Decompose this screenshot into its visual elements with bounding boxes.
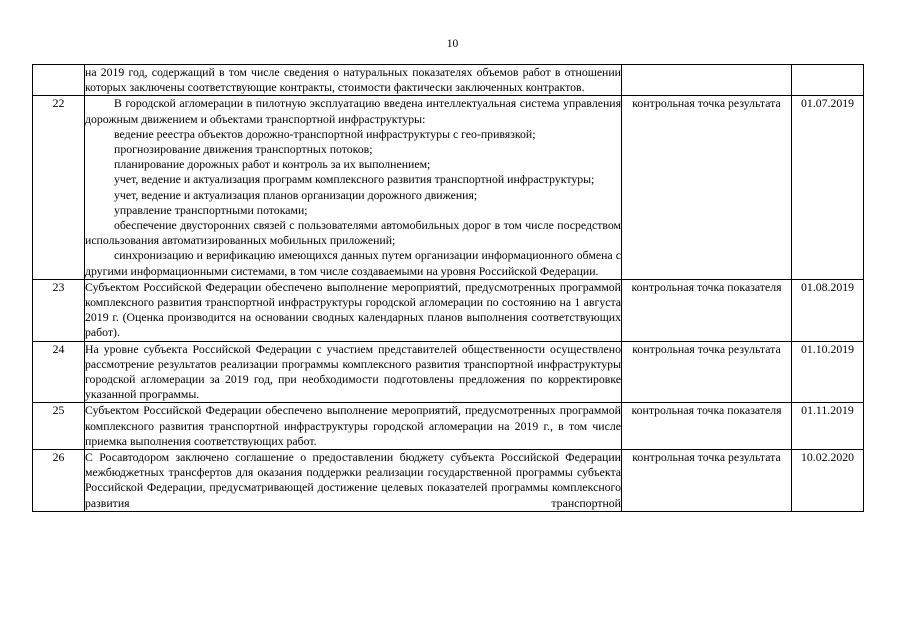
row-type: контрольная точка показателя (622, 279, 792, 341)
row-paragraph: На уровне субъекта Российской Федерации с участием представителей общественности осуществлено рассмотрение результатов реализации программы комплексного развития транспортной инфраструктуры городской агломерации за 2019 год, при необходимости подготовлены предложения по корректировке указанной программы. (85, 341, 621, 402)
row-date: 01.10.2019 (792, 341, 864, 403)
page-number: 10 (446, 38, 459, 50)
table-row (33, 450, 864, 512)
row-date: 01.11.2019 (792, 403, 864, 450)
row-number: 25 (33, 403, 85, 450)
row-text (85, 65, 622, 96)
row-paragraph: В городской агломерации в пилотную эксплуатацию введена интеллектуальная система управления дорожным движением и объектами транспортной инфраструктуры: (85, 96, 621, 126)
row-paragraph: Субъектом Российской Федерации обеспечено выполнение мероприятий, предусмотренных программой комплексного развития транспортной инфраструктуры городской агломерации по состоянию на 1 августа 2019 г. (Оценка производится на основании сводных календарных планов выполнения соответствующих работ). (85, 279, 621, 340)
row-text (85, 96, 622, 279)
row-paragraph: управление транспортными потоками; (114, 202, 308, 217)
row-number (33, 65, 85, 96)
row-paragraph: учет, ведение и актуализация планов организации дорожного движения; (114, 187, 478, 202)
row-date: 01.07.2019 (792, 96, 864, 279)
row-number: 26 (33, 450, 85, 512)
row-paragraph: на 2019 год, содержащий в том числе сведения о натуральных показателях объемов работ в отношении которых заключены соответствующие контракты, стоимости фактически заключенных контрактов. (85, 65, 621, 95)
row-date: 10.02.2020 (792, 450, 864, 512)
table-row (33, 279, 864, 341)
table-row (33, 403, 864, 450)
row-text (85, 403, 622, 450)
row-number: 23 (33, 279, 85, 341)
row-paragraph: С Росавтодором заключено соглашение о предоставлении бюджету субъекта Российской Федерации межбюджетных трансфертов для оказания поддержки реализации государственной программы субъекта Российской Федерации, предусматривающей достижение целевых показателей программы комплексного развития транспортной (85, 450, 621, 510)
row-type (622, 65, 792, 96)
row-text (85, 450, 622, 512)
row-paragraph: Субъектом Российской Федерации обеспечено выполнение мероприятий, предусмотренных программой комплексного развития транспортной инфраструктуры городской агломерации на 2019 г., в том числе приемка выполнения соответствующих работ. (85, 403, 621, 448)
row-paragraph: прогнозирование движения транспортных потоков; (114, 142, 373, 157)
table-row (33, 65, 864, 96)
row-type: контрольная точка результата (622, 96, 792, 279)
row-paragraph: обеспечение двусторонних связей с пользователями автомобильных дорог в том числе посредством использования автоматизированных мобильных приложений; (85, 218, 621, 248)
row-type: контрольная точка результата (622, 450, 792, 512)
row-paragraph: ведение реестра объектов дорожно-транспортной инфраструктуры с гео-привязкой; (114, 126, 536, 141)
table-row (33, 96, 864, 279)
row-number: 22 (33, 96, 85, 279)
schedule-table (32, 64, 864, 512)
row-type: контрольная точка результата (622, 341, 792, 403)
row-paragraph: учет, ведение и актуализация программ комплексного развития транспортной инфраструктуры; (114, 172, 595, 187)
table-row (33, 341, 864, 403)
row-text (85, 279, 622, 341)
row-text (85, 341, 622, 403)
row-type: контрольная точка показателя (622, 403, 792, 450)
row-paragraph: планирование дорожных работ и контроль за их выполнением; (114, 157, 431, 172)
row-paragraph: синхронизацию и верификацию имеющихся данных путем организации информационного обмена с другими информационными системами, в том числе создаваемыми на уровня Российской Федерации. (85, 248, 621, 278)
row-number: 24 (33, 341, 85, 403)
row-date: 01.08.2019 (792, 279, 864, 341)
row-date (792, 65, 864, 96)
